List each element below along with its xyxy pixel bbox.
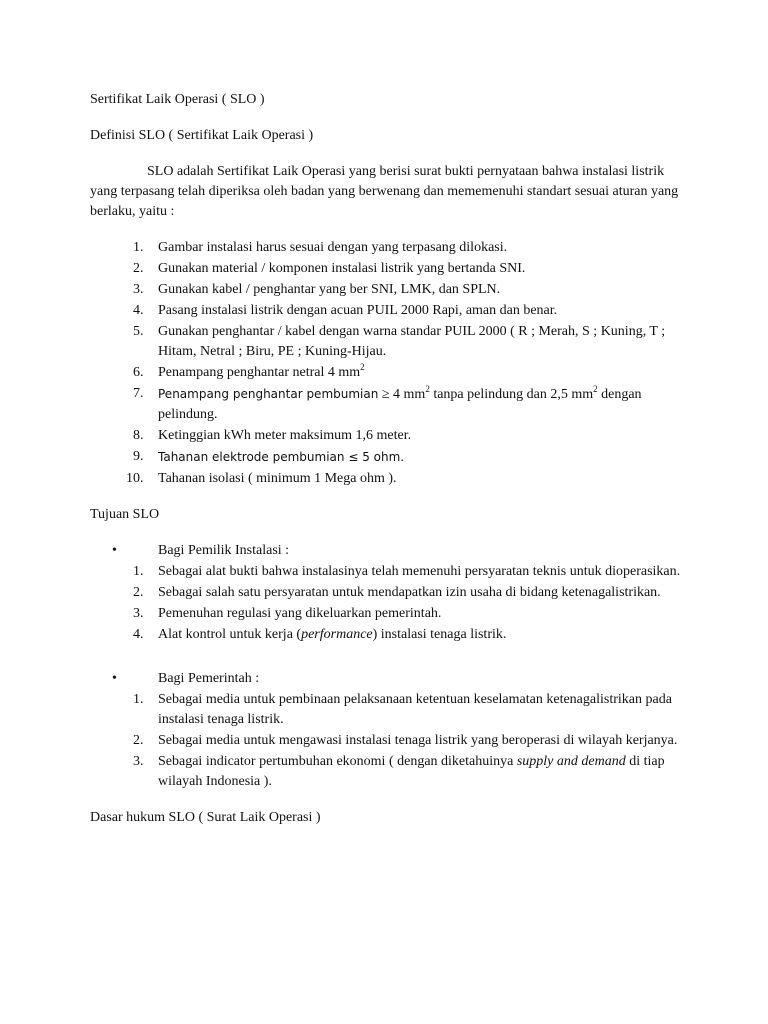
list-item: 1. Gambar instalasi harus sesuai dengan yang terpasang dilokasi. <box>133 240 508 255</box>
list-item: 7. Penampang penghantar pembumian ≥ 4 $mm^2$ tanpa pelindung dan 2,5 $mm^2$ dengan pelindung. <box>133 384 642 422</box>
list-item: 3. Gunakan kabel / penghantar yang ber SNI, LMK, dan SPLN. <box>133 282 501 297</box>
definition-paragraph: SLO adalah Sertifikat Laik Operasi yang berisi surat bukti pernyataan bahwa instalasi listrik yang terpasang telah diperiksa oleh badan yang berwenang dan mememenuhi standart sesuai aturan yang berlaku, yaitu : <box>90 164 679 219</box>
list-item: 2. Sebagai media untuk mengawasi instalasi tenaga listrik yang beroperasi di wilayah kerjanya. <box>133 733 678 748</box>
definition-heading: Definisi SLO ( Sertifikat Laik Operasi ) <box>90 128 314 143</box>
document-title: Sertifikat Laik Operasi ( SLO ) <box>90 92 265 107</box>
list-item: 10. Tahanan isolasi ( minimum 1 Mega ohm ). <box>126 471 397 486</box>
government-heading: • Bagi Pemerintah : <box>90 669 690 689</box>
government-section <box>90 669 690 792</box>
list-item: 2. Sebagai salah satu persyaratan untuk mendapatkan izin usaha di bidang ketenagalistrikan. <box>133 585 661 600</box>
owner-list <box>90 562 690 645</box>
list-item: 3. Sebagai indicator pertumbuhan ekonomi ( dengan diketahuinya supply and demand di tiap wilayah Indonesia ). <box>133 754 665 789</box>
list-item: 1. Sebagai alat bukti bahwa instalasinya telah memenuhi persyaratan teknis untuk dioperasikan. <box>133 564 681 579</box>
list-item: 9. Tahanan elektrode pembumian ≤ 5 ohm. <box>133 449 405 464</box>
legal-heading: Dasar hukum SLO ( Surat Laik Operasi ) <box>90 810 321 825</box>
list-item: 1. Sebagai media untuk pembinaan pelaksanaan ketentuan keselamatan ketenagalistrikan pada instalasi tenaga listrik. <box>133 692 672 727</box>
requirements-list <box>90 238 690 489</box>
document-page <box>90 90 690 844</box>
list-item: 6. Penampang penghantar netral 4 $mm^2$ <box>133 362 365 380</box>
list-item: 4. Alat kontrol untuk kerja (performance) instalasi tenaga listrik. <box>133 627 507 642</box>
government-list <box>90 690 690 792</box>
bullet-icon: • <box>112 543 117 558</box>
bullet-icon: • <box>112 671 117 686</box>
owner-section <box>90 541 690 645</box>
list-item: 8. Ketinggian kWh meter maksimum 1,6 meter. <box>133 428 412 443</box>
list-item: 3. Pemenuhan regulasi yang dikeluarkan pemerintah. <box>133 606 442 621</box>
purpose-heading: Tujuan SLO <box>90 507 160 522</box>
owner-heading: • Bagi Pemilik Instalasi : <box>90 541 690 561</box>
list-item: 5. Gunakan penghantar / kabel dengan warna standar PUIL 2000 ( R ; Merah, S ; Kuning, T ; Hitam, Netral ; Biru, PE ; Kuning-Hijau. <box>133 324 666 359</box>
list-item: 2. Gunakan material / komponen instalasi listrik yang bertanda SNI. <box>133 261 526 276</box>
list-item: 4. Pasang instalasi listrik dengan acuan PUIL 2000 Rapi, aman dan benar. <box>133 303 558 318</box>
